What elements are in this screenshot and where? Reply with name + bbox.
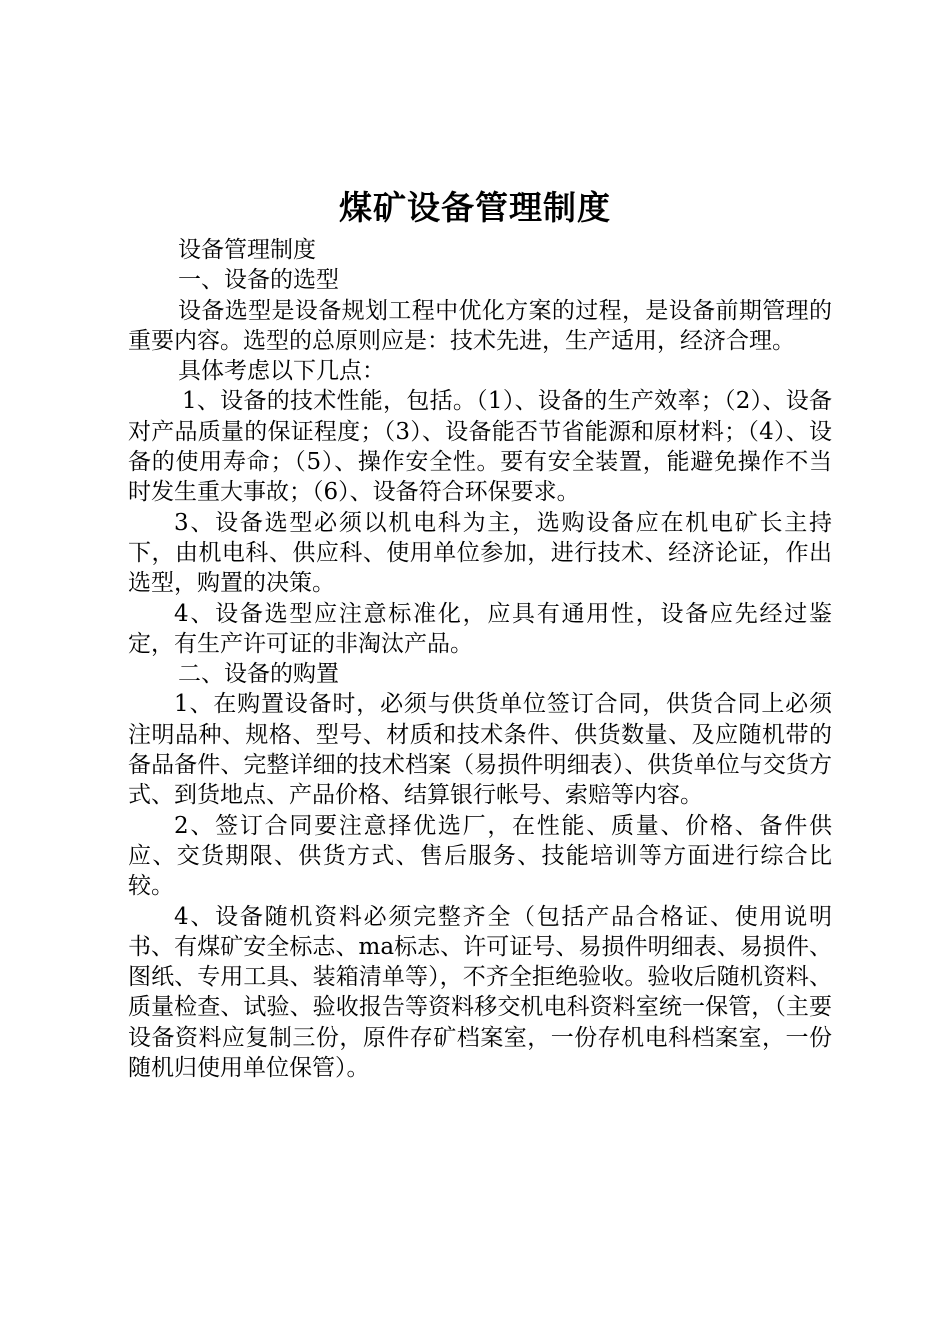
paragraph-supplier-selection: 2、签订合同要注意择优选厂，在性能、质量、价格、备件供应、交货期限、供货方式、售后服务、技能培训等方面进行综合比较。 bbox=[128, 812, 832, 900]
section-heading-selection: 一、设备的选型 bbox=[178, 267, 339, 294]
paragraph-item-4-standardization: 4、设备选型应注意标准化，应具有通用性，设备应先经过鉴定，有生产许可证的非淘汰产品。 bbox=[128, 600, 832, 657]
paragraph-subtitle: 设备管理制度 bbox=[178, 237, 316, 263]
section-heading-purchase: 二、设备的购置 bbox=[178, 661, 339, 688]
paragraph-purchase-contract: 1、在购置设备时，必须与供货单位签订合同，供货合同上必须注明品种、规格、型号、材质和技术条件、供货数量、及应随机带的备品备件、完整详细的技术档案（易损件明细表）、供货单位与交货方式、到货地点、产品价格、结算银行帐号、索赔等内容。 bbox=[128, 691, 832, 809]
paragraph-item-3-selection: 3、设备选型必须以机电科为主，选购设备应在机电矿长主持下，由机电科、供应科、使用单位参加，进行技术、经济论证，作出选型，购置的决策。 bbox=[128, 509, 832, 597]
paragraph-selection-principle: 设备选型是设备规划工程中优化方案的过程，是设备前期管理的重要内容。选型的总原则应是：技术先进，生产适用，经济合理。 bbox=[128, 297, 832, 354]
paragraph-item-1-technical: 1、设备的技术性能，包括。（1）、设备的生产效率；（2）、设备对产品质量的保证程度；（3）、设备能否节省能源和原材料；（4）、设备的使用寿命；（5）、操作安全性。要有安全装置，能避免操作不当时发生重大事故；（6）、设备符合环保要求。 bbox=[128, 388, 832, 506]
document-body bbox=[128, 235, 832, 1083]
paragraph-considerations-intro: 具体考虑以下几点： bbox=[178, 358, 385, 385]
document-title: 煤矿设备管理制度 bbox=[339, 188, 611, 227]
paragraph-documentation: 4、设备随机资料必须完整齐全（包括产品合格证、使用说明书、有煤矿安全标志、ma标志、许可证号、易损件明细表、易损件、图纸、专用工具、装箱清单等），不齐全拒绝验收。验收后随机资料、质量检查、试验、验收报告等资料移交机电科资料室统一保管，（主要设备资料应复制三份，原件存矿档案室，一份存机电科档案室，一份随机归使用单位保管）。 bbox=[128, 903, 832, 1082]
